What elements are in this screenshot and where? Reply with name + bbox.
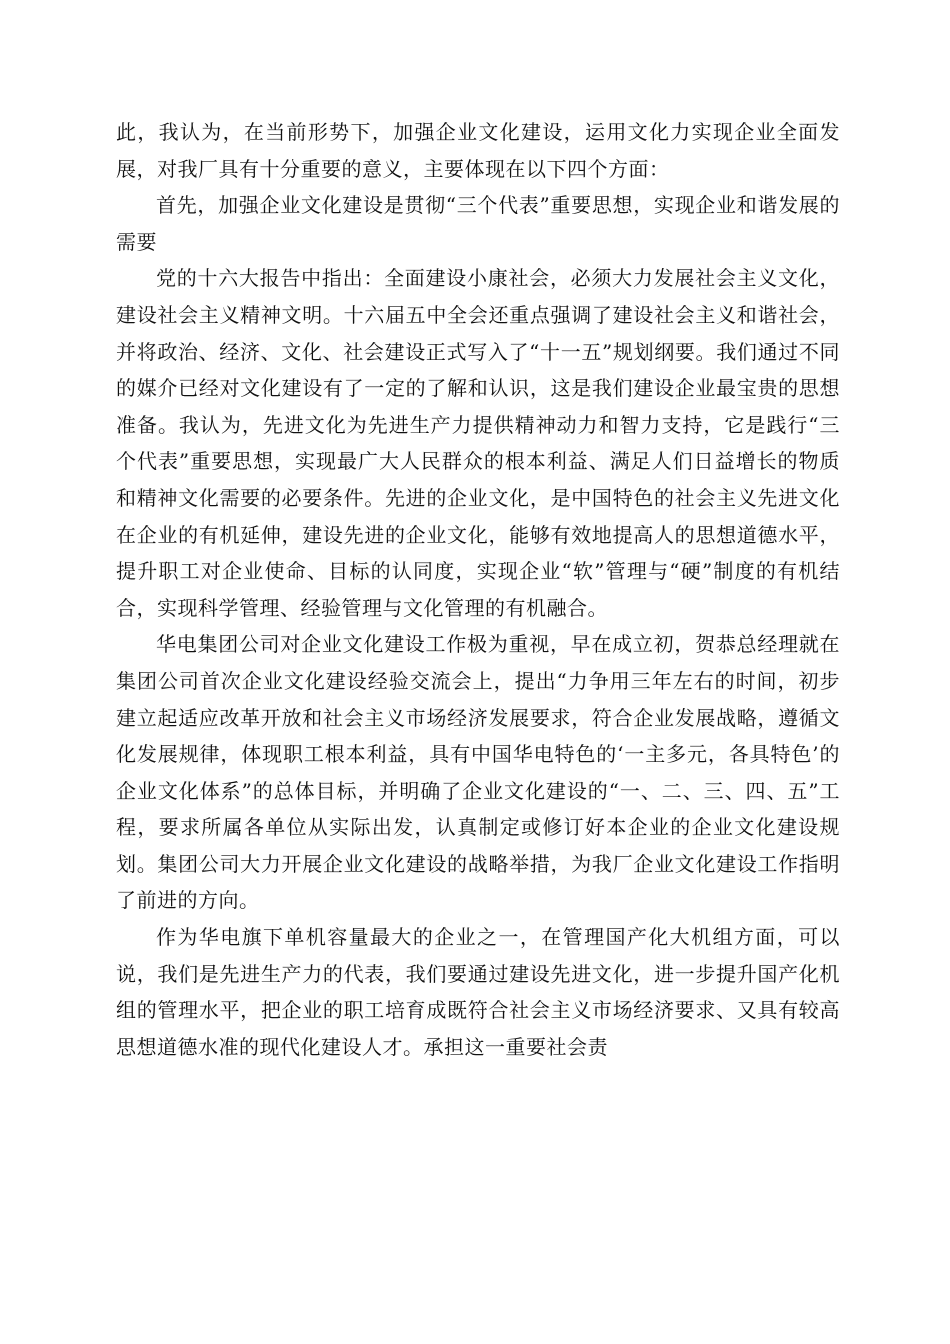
paragraph-huadian-group: 华电集团公司对企业文化建设工作极为重视，早在成立初，贺恭总经理就在集团公司首次企业文化建设经验交流会上，提出“力争用三年左右的时间，初步建立起适应改革开放和社会主义市场经济发展要求，符合企业发展战略，遵循文化发展规律，体现职工根本利益，具有中国华电特色的‘一主多元，各具特色’的企业文化体系”的总体目标，并明确了企业文化建设的“一、二、三、四、五”工程，要求所属各单位从实际出发，认真制定或修订好本企业的企业文化建设规划。集团公司大力开展企业文化建设的战略举措，为我厂企业文化建设工作指明了前进的方向。 <box>116 632 840 913</box>
document-body <box>116 114 840 1065</box>
paragraph-party-report: 党的十六大报告中指出：全面建设小康社会，必须大力发展社会主义文化，建设社会主义精神文明。十六届五中全会还重点强调了建设社会主义和谐社会，并将政治、经济、文化、社会建设正式写入了“十一五”规划纲要。我们通过不同的媒介已经对文化建设有了一定的了解和认识，这是我们建设企业最宝贵的思想准备。我认为，先进文化为先进生产力提供精神动力和智力支持，它是践行“三个代表”重要思想，实现最广大人民群众的根本利益、满足人们日益增长的物质和精神文化需要的必要条件。先进的企业文化，是中国特色的社会主义先进文化在企业的有机延伸，建设先进的企业文化，能够有效地提高人的思想道德水平，提升职工对企业使命、目标的认同度，实现企业“软”管理与“硬”制度的有机结合，实现科学管理、经验管理与文化管理的有机融合。 <box>116 266 840 620</box>
paragraph-heading-first-point: 首先，加强企业文化建设是贯彻“三个代表”重要思想，实现企业和谐发展的需要 <box>116 193 840 254</box>
paragraph-continuation: 此，我认为，在当前形势下，加强企业文化建设，运用文化力实现企业全面发展，对我厂具有十分重要的意义，主要体现在以下四个方面： <box>116 120 840 181</box>
paragraph-enterprise-role: 作为华电旗下单机容量最大的企业之一，在管理国产化大机组方面，可以说，我们是先进生产力的代表，我们要通过建设先进文化，进一步提升国产化机组的管理水平，把企业的职工培育成既符合社会主义市场经济要求、又具有较高思想道德水准的现代化建设人才。承担这一重要社会责 <box>116 925 840 1059</box>
